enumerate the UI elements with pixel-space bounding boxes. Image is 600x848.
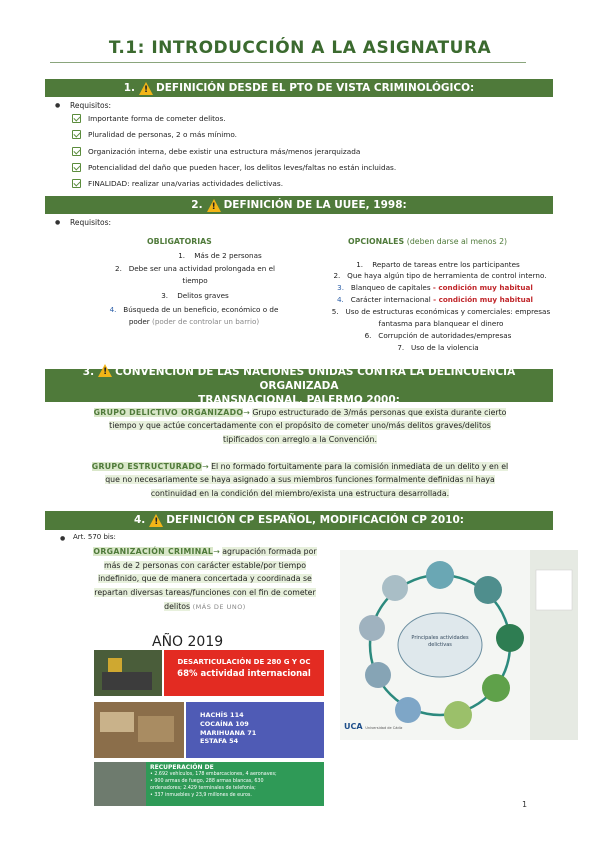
warning-icon [139,82,153,95]
section-3-number: 3. [82,365,95,378]
page-number: 1 [522,800,528,809]
year-label: AÑO 2019 [152,634,224,650]
s1-item: Importante forma de cometer delitos. [72,114,226,123]
opc-item: 3. Blanqueo de capitales - condición muy habitual [337,283,533,292]
oblig-item: 4. Búsqueda de un beneficio, económico o de [109,305,279,314]
photo-vehicles [94,762,146,806]
checkbox-icon [72,114,81,123]
term-grupo-estructurado: GRUPO ESTRUCTURADO [91,462,203,471]
opcionales-heading: OPCIONALES (deben darse al menos 2) [348,237,508,246]
section-1-title: DEFINICIÓN DESDE EL PTO DE VISTA CRIMINOLÓGICO: [156,81,475,94]
opc-item: 2. Que haya algún tipo de herramienta de control interno. [333,271,547,280]
oblig-item: tiempo [182,276,208,285]
term-organizacion-criminal: ORGANIZACIÓN CRIMINAL [93,547,214,556]
opc-item: fantasma para blanquear el dinero [378,319,504,328]
section-3-header [45,365,553,407]
section-2-header [45,196,553,214]
stats-infographic [92,630,328,806]
s2-requisitos-label: Requisitos: [70,218,112,227]
photo-seizure [94,650,162,696]
green-stat-box: RECUPERACIÓN DE • 2.692 vehículos, 178 embarcaciones, 4 aeronaves; • 900 armas de fuego, 288 armas blancas, 630 ordenadores; 2.429 terminales de telefonía; • 337 inmuebles y 23,9 millones de euros. [94,762,324,806]
oblig-item: 2. Debe ser una actividad prolongada en el [115,264,275,273]
s1-item: Organización interna, debe existir una estructura más/menos jerarquizada [72,147,360,156]
title-underline [50,62,526,63]
page-title: T.1: INTRODUCCIÓN A LA ASIGNATURA [108,38,492,58]
s1-item: Potencialidad del daño que pueden hacer, los delitos leves/faltas no están incluidas. [72,163,396,172]
bullet-icon: ● [55,219,61,226]
warning-icon [207,199,221,212]
s3-paragraph-1: GRUPO DELICTIVO ORGANIZADO→ Grupo estructurado de 3/más personas que exista durante cierto tiempo y que actúe concertadamente con el propósito de cometer uno/más delitos graves/delitos tipificados con arreglo a la Convención. [93,408,507,444]
checkbox-icon [72,130,81,139]
opc-item: 4. Carácter internacional - condición muy habitual [336,295,534,304]
checkbox-icon [72,179,81,188]
article-label: Art. 570 bis: [73,533,116,541]
checkbox-icon [72,147,81,156]
opc-item: 1. Reparto de tareas entre los participantes [356,260,520,269]
opc-item: 5. Uso de estructuras económicas y comerciales: empresas [331,307,551,316]
section-3-title-line2: TRANSNACIONAL, PALERMO 2000: [198,394,400,407]
term-grupo-delictivo: GRUPO DELICTIVO ORGANIZADO [93,408,244,417]
bullet-icon: ● [60,535,66,542]
oblig-item: poder (poder de controlar un barrio) [128,317,260,326]
oblig-item: 1. Más de 2 personas [178,251,262,260]
section-4-number: 4. [133,514,146,527]
bullet-icon: ● [55,102,61,109]
section-4-title: DEFINICIÓN CP ESPAÑOL, MODIFICACIÓN CP 2010: [166,514,464,527]
obligatorias-heading: OBLIGATORIAS [147,237,212,246]
blue-stat-box: HACHÍS 114 COCAÍNA 109 MARIHUANA 71 ESTAFA 54 [186,702,324,758]
checkbox-icon [72,163,81,172]
s3-paragraph-2: GRUPO ESTRUCTURADO→ El no formado fortuitamente para la comisión inmediata de un delito y en el que no necesariamente se haya asignado a sus miembros funciones formalmente definidas ni haya continuidad en la condición del miembro/exista una estructura desarrollada. [91,462,509,498]
criminal-activities-diagram [340,550,578,740]
section-1-header [45,79,553,97]
section-3-title-line1: CONVENCIÓN DE LAS NACIONES UNIDAS CONTRA LA DELINCUENCIA ORGANIZADA [115,365,516,392]
photo-drugs [94,702,184,758]
section-2-title: DEFINICIÓN DE LA UUEE, 1998: [223,198,407,211]
s1-requisitos-label: Requisitos: [70,101,112,110]
section-1-number: 1. [123,81,136,94]
s1-item: Pluralidad de personas, 2 o más mínimo. [72,130,237,139]
warning-icon [149,514,163,527]
uca-logo: UCA Universidad de Cádiz [344,722,403,731]
opc-item: 7. Uso de la violencia [397,343,479,352]
s4-definition: ORGANIZACIÓN CRIMINAL→ agrupación formada por más de 2 personas con carácter estable/por tiempo indefinido, que de manera concertada y coordinada se repartan diversas tareas/funciones con el fin de cometer delitos (MÁS DE UNO) [93,547,317,611]
section-4-header [45,511,553,530]
warning-icon [98,364,112,377]
s1-item: FINALIDAD: realizar una/varias actividades delictivas. [72,179,283,188]
oblig-item: 3. Delitos graves [161,291,229,300]
diagram-center-label: Principales actividades delictivas [411,635,469,648]
opc-item: 6. Corrupción de autoridades/empresas [364,331,512,340]
red-stat-box: DESARTICULACIÓN DE 280 G Y OC 68% actividad internacional [164,650,324,696]
section-2-number: 2. [191,198,203,211]
